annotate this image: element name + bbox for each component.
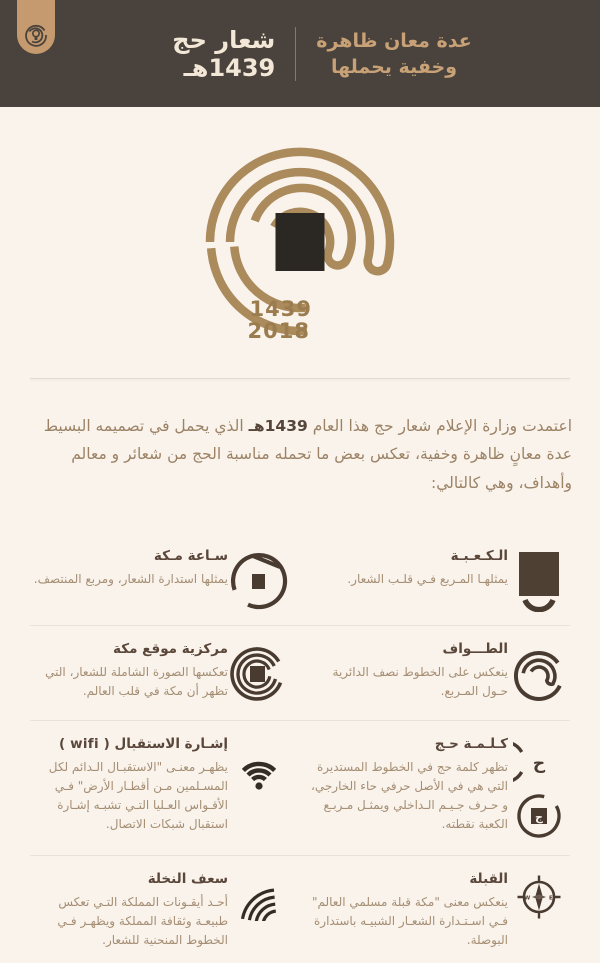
feature-title: مركزية موقع مكة [113,640,228,657]
clock-icon [228,548,290,610]
wifi-icon [228,736,290,794]
header-subtitle [316,28,471,80]
feature-desc: ينعكس على الخطوط نصف الدائرية حـول المـربع. [332,664,508,698]
feature-desc: يمثلها استدارة الشعار، ومربع المنتصف. [33,571,228,586]
kaaba-square-icon [508,548,570,612]
letter-haa: ح [532,753,546,774]
feature-qibla [310,871,570,950]
header-divider [295,27,296,81]
feature-kaaba [310,548,570,612]
logo-year-gregorian: 2018 [247,319,310,343]
feature-row-3 [30,721,570,856]
palm-fronds-icon [228,871,290,921]
compass-west-label: W [524,894,531,901]
feature-wifi-signal [30,736,290,842]
feature-desc: يمثلهـا المـربع فـي قلـب الشعار. [347,571,508,586]
intro-text-before: اعتمدت وزارة الإعلام شعار حج هذا العام [307,416,572,435]
mini-logo-icon [228,641,290,705]
header-badge [17,0,55,54]
feature-desc: تظهر كلمة حج في الخطوط المستديرة التي هي في الأصل حرفي حاء الخارجي، و حـرف جـيـم الـداخلي ويمثـل مـربـع الكعبة نقطته. [311,759,508,831]
feature-title: إشـارة الاستقبال ( wifi ) [58,735,228,752]
feature-title: القبلة [469,870,508,887]
header-subtitle-line2: وخفية يحملها [330,55,458,78]
haa-jeem-letters-icon [508,736,570,842]
page-title-line2: 1439هـ [183,53,276,82]
intro-year-bold: 1439هـ [248,416,308,435]
feature-desc: يظهـر معنـى "الاستقبـال الـدائم لكل المسـلمين مـن أقطـار الأرض" فـي الأقـواس العـليا التـي تشبـه إشـارة استقبال شبكات الاتصال. [48,759,228,831]
page-title-line1: شعار حج [172,25,276,54]
intro-text-after: الذي يحمل في تصميمه البسيط عدة معانٍ ظاهرة وخفية، تعكس بعض ما تحمله مناسبة الحج من شعائر و معالم وأهداف، وهي كالتالي: [43,416,572,492]
feature-makkah-clock [30,548,290,612]
hajj-1439-logo [150,127,450,362]
feature-title: سـاعة مـكة [153,547,228,564]
lightbulb-icon [23,22,49,48]
header-subtitle-line1: عدة معان ظاهرة [316,29,472,52]
feature-desc: ينعكس معنى "مكة قبلة مسلمي العالم" فـي اسـتـدارة الشعـار الشبيـه باستدارة البوصلة. [311,894,508,947]
feature-desc: تعكسها الصورة الشاملة للشعار، التي تظهر أن مكة في قلب العالم. [45,664,228,698]
feature-row-4 [30,856,570,963]
feature-title: سعف النخلة [147,870,228,887]
compass-icon [508,871,570,921]
feature-row-1 [30,533,570,626]
hero-section [0,107,600,378]
features-list [0,533,600,963]
feature-row-2 [30,626,570,721]
feature-palm-fronds [30,871,290,950]
header [0,0,600,107]
feature-title: الـكـعـبـة [450,547,508,564]
page-title [172,26,275,82]
letter-jeem: ج [535,810,543,823]
logo-year-hijri: 1439 [249,297,312,321]
intro-paragraph [0,395,600,518]
feature-tawaf [310,641,570,707]
feature-title: الطـــواف [442,640,508,657]
feature-makkah-centrality [30,641,290,707]
tawaf-arcs-icon [508,641,570,707]
section-divider [30,378,570,379]
feature-title: كـلـمـة حـج [434,735,508,752]
compass-east-label: E [548,894,553,901]
feature-desc: أحـد أيقـونات المملكة التـي تعكس طبيعـة وثقافة المملكة ويظهـر فـي الخطوط المنحنية للشعار. [57,894,228,947]
feature-hajj-word [310,736,570,842]
logo-kaaba-square [276,213,325,271]
